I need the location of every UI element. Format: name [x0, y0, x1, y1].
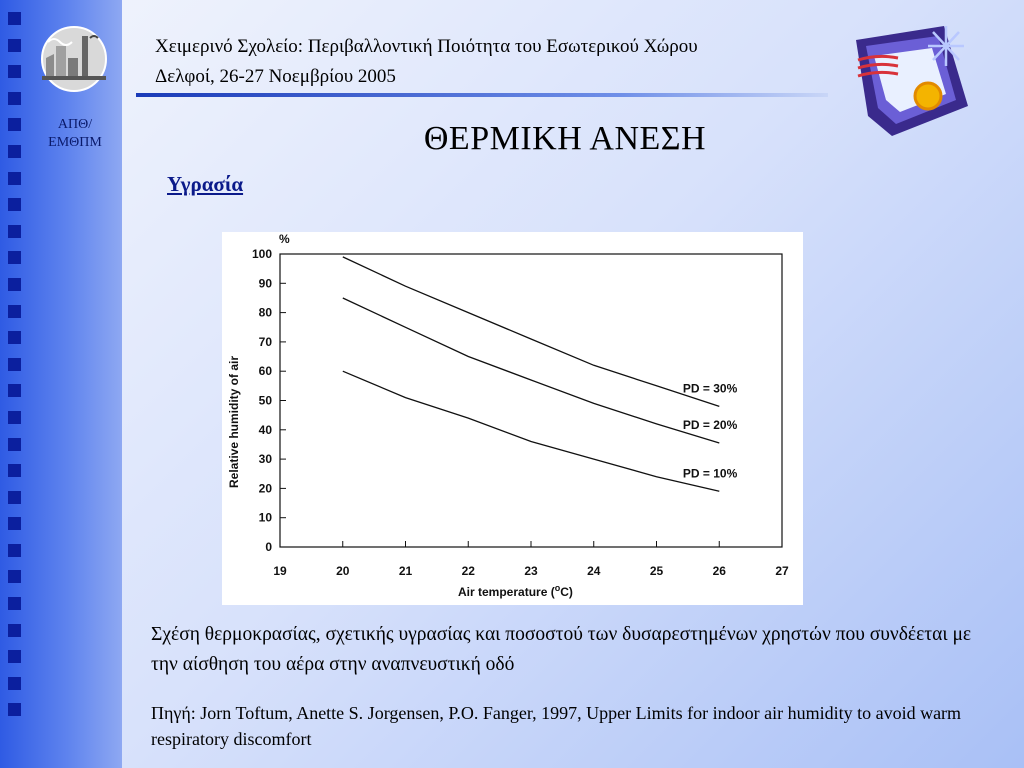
decorative-square — [8, 438, 21, 451]
decorative-square — [8, 597, 21, 610]
decorative-square — [8, 517, 21, 530]
y-tick-label: 90 — [258, 276, 272, 291]
decorative-square — [8, 650, 21, 663]
figure-caption: Σχέση θερμοκρασίας, σχετικής υγρασίας και ποσοστού των δυσαρεστημένων χρηστών που συνδέεται με την αίσθηση του αέρα στην αναπνευστική οδό — [151, 624, 972, 675]
x-tick-label: 25 — [649, 564, 664, 578]
decorative-square — [8, 491, 21, 504]
y-axis-unit: % — [279, 232, 290, 246]
x-tick-label: 23 — [524, 564, 538, 578]
header-divider — [136, 93, 828, 97]
y-tick-label: 80 — [258, 305, 272, 320]
y-axis-label: Relative humidity of air — [227, 355, 241, 489]
x-tick-label: 19 — [273, 564, 287, 578]
decorative-square — [8, 172, 21, 185]
decorative-square — [8, 624, 21, 637]
y-tick-label: 10 — [258, 510, 272, 525]
decorative-square — [8, 251, 21, 264]
y-tick-label: 30 — [258, 452, 272, 467]
header-event-date: Δελφοί, 26-27 Νοεμβρίου 2005 — [155, 66, 396, 87]
x-axis-label-main: Air temperature ( — [458, 585, 555, 599]
decorative-square — [8, 384, 21, 397]
series-line-2 — [343, 298, 720, 443]
factory-logo-icon — [36, 24, 112, 94]
series-label-1: PD = 30% — [682, 381, 738, 396]
decorative-square — [8, 278, 21, 291]
x-axis-label — [458, 583, 573, 599]
y-tick-label: 60 — [258, 364, 272, 379]
x-axis-label-unit: C) — [560, 585, 573, 599]
series-line-3 — [343, 371, 720, 491]
x-tick-label: 21 — [398, 564, 413, 578]
org-label-line2: ΕΜΘΠΜ — [48, 135, 102, 150]
y-tick-label: 0 — [265, 540, 272, 554]
x-tick-label: 27 — [775, 564, 789, 578]
x-tick-label: 22 — [461, 564, 475, 578]
decorative-square — [8, 358, 21, 371]
y-tick-label: 70 — [258, 334, 272, 349]
humidity-temperature-chart — [222, 232, 803, 605]
decorative-square — [8, 92, 21, 105]
plot-frame — [280, 254, 782, 547]
x-tick-label: 26 — [712, 564, 726, 578]
decorative-square — [8, 677, 21, 690]
decorative-square — [8, 225, 21, 238]
x-tick-label: 24 — [587, 564, 601, 578]
chart-svg — [222, 232, 803, 605]
decorative-square — [8, 12, 21, 25]
decorative-square — [8, 198, 21, 211]
slide-title: ΘΕΡΜΙΚΗ ΑΝΕΣΗ — [423, 120, 707, 157]
x-axis-label-degree: o — [554, 583, 561, 593]
series-label-3: PD = 10% — [682, 466, 738, 481]
y-tick-label: 50 — [258, 393, 272, 408]
decorative-square — [8, 570, 21, 583]
sidebar — [0, 0, 122, 768]
decorative-square — [8, 305, 21, 318]
decorative-square — [8, 411, 21, 424]
decorative-square — [8, 331, 21, 344]
series-line-1 — [343, 257, 720, 407]
y-tick-label: 20 — [258, 481, 272, 496]
decorative-square — [8, 65, 21, 78]
header-event-title: Χειμερινό Σχολείο: Περιβαλλοντική Ποιότητα του Εσωτερικού Χώρου — [155, 36, 698, 57]
series-label-2: PD = 20% — [682, 417, 738, 432]
source-citation: Πηγή: Jorn Toftum, Anette S. Jorgensen, P.O. Fanger, 1997, Upper Limits for indoor air humidity to avoid warm respiratory discomfort — [151, 703, 962, 749]
org-label-line1: ΑΠΘ/ — [57, 117, 93, 132]
decorative-square — [8, 464, 21, 477]
x-tick-label: 20 — [336, 564, 350, 578]
decorative-square — [8, 703, 21, 716]
decorative-square — [8, 544, 21, 557]
y-tick-label: 40 — [258, 422, 272, 437]
section-subheading: Υγρασία — [167, 172, 244, 196]
decorative-square — [8, 39, 21, 52]
y-tick-label: 100 — [251, 247, 272, 261]
